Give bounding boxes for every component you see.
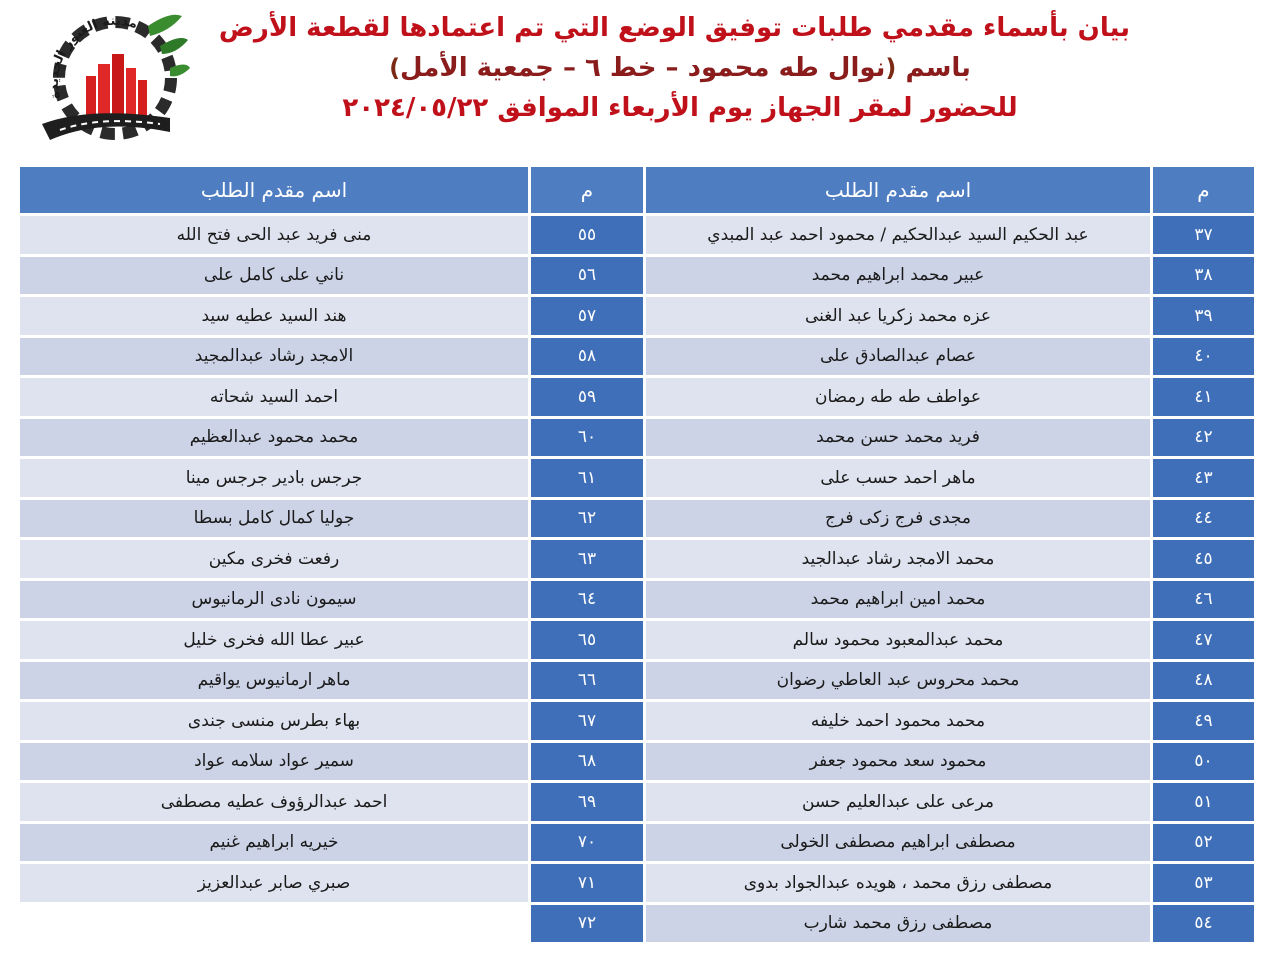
table-row [20, 297, 1254, 335]
applicant-name-2: سيمون نادى الرمانيوس [20, 581, 528, 619]
applicant-name-1: محمد محمود احمد خليفه [646, 702, 1150, 740]
table-row [20, 378, 1254, 416]
applicant-name-1: مصطفى رزق محمد شارب [646, 905, 1150, 943]
row-number-2: ٧٠ [531, 824, 643, 862]
row-number-2: ٧٢ [531, 905, 643, 943]
applicant-name-2: محمد محمود عبدالعظيم [20, 419, 528, 457]
applicant-name-1: محمد الامجد رشاد عبدالجيد [646, 540, 1150, 578]
row-number-1: ٤٢ [1153, 419, 1254, 457]
applicant-name-1: محمد محروس عبد العاطي رضوان [646, 662, 1150, 700]
table-row [20, 419, 1254, 457]
table-row [20, 540, 1254, 578]
column-header-name-2: اسم مقدم الطلب [20, 167, 528, 213]
header-paren-open: ( [885, 54, 897, 82]
row-number-2: ٥٨ [531, 338, 643, 376]
row-number-1: ٥٣ [1153, 864, 1254, 902]
row-number-1: ٤٥ [1153, 540, 1254, 578]
header-attendance-date: للحضور لمقر الجهاز يوم الأربعاء الموافق ٢٠٢٤/٠٥/٢٢ [342, 93, 1018, 123]
table-row [20, 581, 1254, 619]
applicant-name-2: بهاء بطرس منسى جندى [20, 702, 528, 740]
row-number-2: ٦٢ [531, 500, 643, 538]
applicant-name-2: صبري صابر عبدالعزيز [20, 864, 528, 902]
applicant-name-1: فريد محمد حسن محمد [646, 419, 1150, 457]
row-number-2: ٦٥ [531, 621, 643, 659]
header-plot-owner: نوال طه محمود – خط ٦ – جمعية الأمل [400, 53, 886, 83]
page-header [218, 8, 1130, 158]
applicants-table-container [20, 167, 1260, 942]
table-row [20, 500, 1254, 538]
applicant-name-1: مجدى فرج زكى فرج [646, 500, 1150, 538]
applicant-name-2: احمد عبدالرؤوف عطيه مصطفى [20, 783, 528, 821]
column-header-number-1: م [1153, 167, 1254, 213]
table-body [20, 216, 1254, 942]
applicant-name-1: ماهر احمد حسب على [646, 459, 1150, 497]
row-number-1: ٤٩ [1153, 702, 1254, 740]
row-number-1: ٤٤ [1153, 500, 1254, 538]
row-number-1: ٤٦ [1153, 581, 1254, 619]
row-number-1: ٣٨ [1153, 257, 1254, 295]
row-number-2: ٦١ [531, 459, 643, 497]
applicant-name-1: عبد الحكيم السيد عبدالحكيم / محمود احمد عبد المبدي [646, 216, 1150, 254]
table-row [20, 621, 1254, 659]
row-number-1: ٣٩ [1153, 297, 1254, 335]
table-row [20, 824, 1254, 862]
header-subtitle [230, 48, 1130, 88]
table-row [20, 257, 1254, 295]
applicant-name-2: احمد السيد شحاته [20, 378, 528, 416]
header-paren-close: ) [389, 54, 401, 82]
applicant-name-2: جوليا كمال كامل بسطا [20, 500, 528, 538]
applicant-name-2: الامجد رشاد عبدالمجيد [20, 338, 528, 376]
table-row [20, 905, 1254, 943]
applicant-name-2: هند السيد عطيه سيد [20, 297, 528, 335]
applicant-name-1: محمد عبدالمعبود محمود سالم [646, 621, 1150, 659]
applicant-name-1: محمود سعد محمود جعفر [646, 743, 1150, 781]
row-number-2: ٦٤ [531, 581, 643, 619]
row-number-1: ٤٣ [1153, 459, 1254, 497]
applicant-name-2: خيريه ابراهيم غنيم [20, 824, 528, 862]
row-number-2: ٦٠ [531, 419, 643, 457]
row-number-2: ٦٧ [531, 702, 643, 740]
table-row [20, 743, 1254, 781]
applicant-name-1: محمد امين ابراهيم محمد [646, 581, 1150, 619]
applicant-name-1: مصطفى رزق محمد ، هويده عبدالجواد بدوى [646, 864, 1150, 902]
applicant-name-2: جرجس بادير جرجس مينا [20, 459, 528, 497]
header-title: بيان بأسماء مقدمي طلبات توفيق الوضع التي تم اعتمادها لقطعة الأرض [218, 13, 1130, 43]
applicant-name-2: سمير عواد سلامه عواد [20, 743, 528, 781]
row-number-1: ٥٢ [1153, 824, 1254, 862]
table-row [20, 459, 1254, 497]
row-number-1: ٤٧ [1153, 621, 1254, 659]
applicant-name-2: منى فريد عبد الحى فتح الله [20, 216, 528, 254]
table-row [20, 662, 1254, 700]
applicant-name-1: عصام عبدالصادق على [646, 338, 1150, 376]
applicant-name-1: عواطف طه طه رمضان [646, 378, 1150, 416]
row-number-2: ٦٩ [531, 783, 643, 821]
applicant-name-2 [20, 905, 528, 943]
row-number-2: ٥٥ [531, 216, 643, 254]
applicant-name-1: مصطفى ابراهيم مصطفى الخولى [646, 824, 1150, 862]
table-header-row [20, 167, 1254, 213]
applicant-name-1: عبير محمد ابراهيم محمد [646, 257, 1150, 295]
applicant-name-1: مرعى على عبدالعليم حسن [646, 783, 1150, 821]
applicant-name-2: ماهر ارمانيوس يواقيم [20, 662, 528, 700]
applicant-name-2: رفعت فخرى مكين [20, 540, 528, 578]
row-number-2: ٦٦ [531, 662, 643, 700]
city-logo [20, 6, 190, 146]
row-number-1: ٥٤ [1153, 905, 1254, 943]
city-gear-leaf-logo-icon [20, 6, 190, 146]
row-number-1: ٥١ [1153, 783, 1254, 821]
row-number-1: ٤٨ [1153, 662, 1254, 700]
row-number-1: ٤١ [1153, 378, 1254, 416]
row-number-2: ٥٦ [531, 257, 643, 295]
applicant-name-2: ناني على كامل على [20, 257, 528, 295]
header-name-prefix: باسم [905, 53, 971, 83]
row-number-1: ٣٧ [1153, 216, 1254, 254]
table-row [20, 783, 1254, 821]
row-number-2: ٧١ [531, 864, 643, 902]
row-number-1: ٤٠ [1153, 338, 1254, 376]
table-row [20, 216, 1254, 254]
row-number-2: ٥٩ [531, 378, 643, 416]
row-number-2: ٦٣ [531, 540, 643, 578]
row-number-1: ٥٠ [1153, 743, 1254, 781]
applicant-name-2: عبير عطا الله فخرى خليل [20, 621, 528, 659]
table-row [20, 338, 1254, 376]
applicant-name-1: عزه محمد زكريا عبد الغنى [646, 297, 1150, 335]
logo-text: مدينة العبور الجديدة [46, 13, 140, 101]
row-number-2: ٦٨ [531, 743, 643, 781]
column-header-name-1: اسم مقدم الطلب [646, 167, 1150, 213]
column-header-number-2: م [531, 167, 643, 213]
table-row [20, 702, 1254, 740]
table-row [20, 864, 1254, 902]
applicants-table [17, 164, 1257, 945]
row-number-2: ٥٧ [531, 297, 643, 335]
